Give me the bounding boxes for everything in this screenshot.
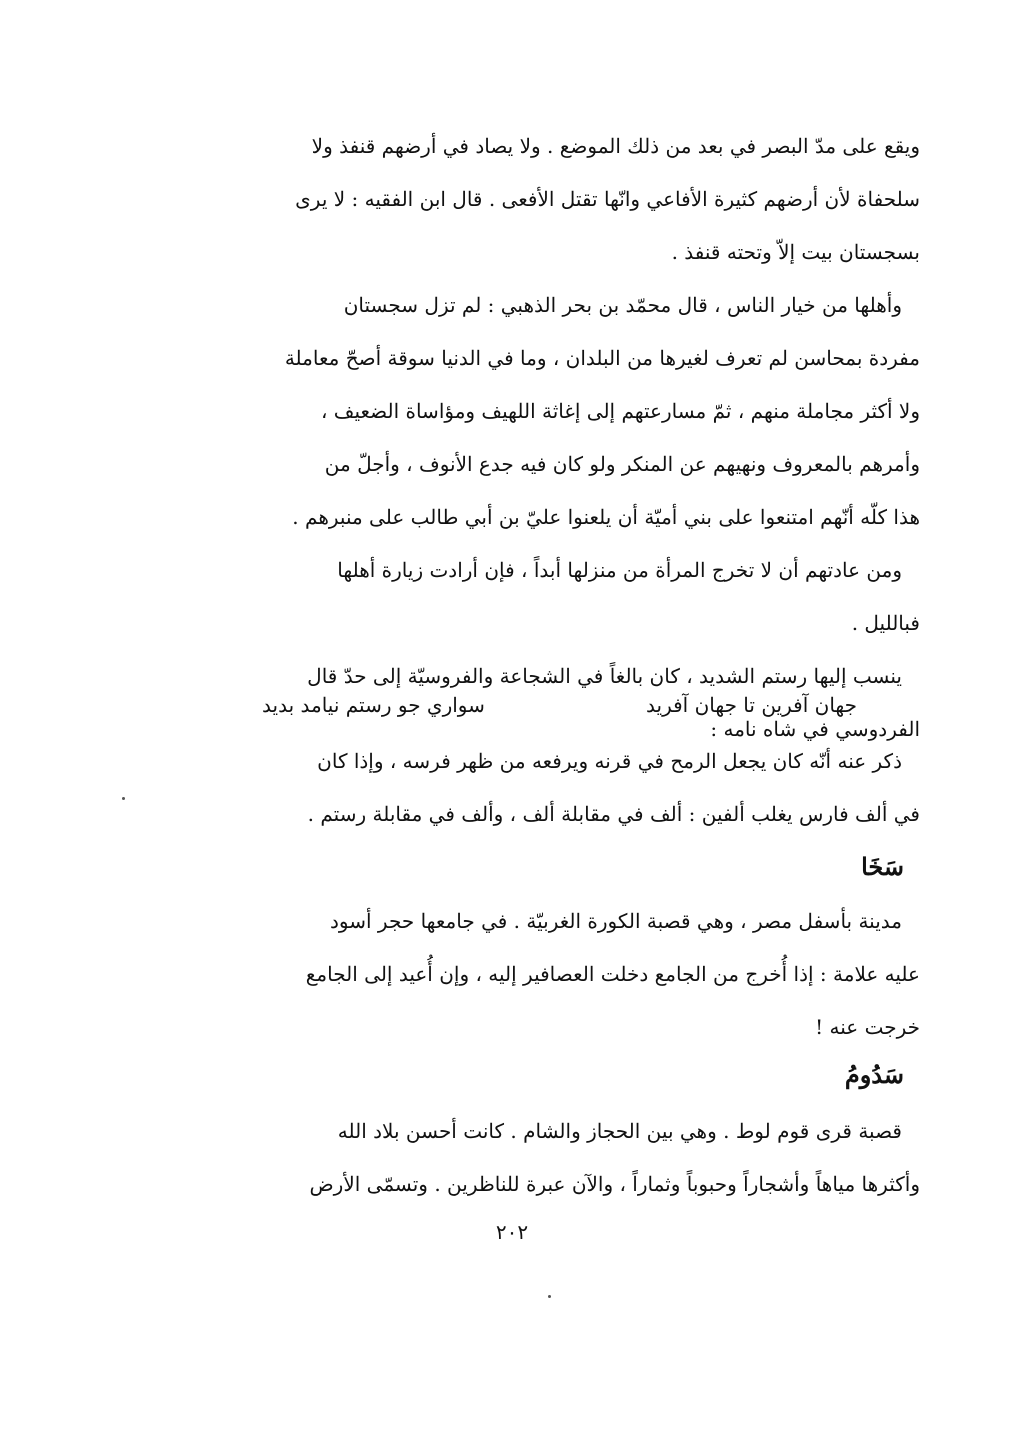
- verse-first-hemistich: جهان آفرين تا جهان آفريد: [646, 693, 857, 717]
- text-line: الفردوسي في شاه نامه :: [710, 717, 920, 741]
- text-line: مفردة بمحاسن لم تعرف لغيرها من البلدان ، وما في الدنيا سوقة أصحّ معاملة: [284, 346, 920, 370]
- entry-heading-sakha: سَخَا: [861, 852, 904, 881]
- text-line: ولا أكثر مجاملة منهم ، ثمّ مسارعتهم إلى إغاثة اللهيف ومؤاساة الضعيف ،: [320, 399, 920, 423]
- text-line: بسجستان بيت إلاّ وتحته قنفذ .: [671, 240, 920, 264]
- entry-heading-sadum: سَدُومُ: [844, 1060, 904, 1089]
- entry-sakha-body: [205, 895, 920, 1054]
- text-line: عليه علامة : إذا أُخرج من الجامع دخلت العصافير إليه ، وإن أُعيد إلى الجامع: [305, 962, 920, 986]
- text-line: هذا كلّه أنّهم امتنعوا على بني أميّة أن يلعنوا عليّ بن أبي طالب على منبرهم .: [292, 505, 920, 529]
- entry-sadum-body: [205, 1105, 920, 1211]
- entry-sijistan-continued: [205, 120, 920, 756]
- text-line: وأمرهم بالمعروف ونهيهم عن المنكر ولو كان فيه جدع الأنوف ، وأجلّ من: [324, 452, 920, 476]
- text-line: ذكر عنه أنّه كان يجعل الرمح في قرنه ويرفعه من ظهر فرسه ، وإذا كان: [317, 749, 902, 773]
- text-line: فبالليل .: [851, 611, 920, 635]
- text-line: ويقع على مدّ البصر في بعد من ذلك الموضع . ولا يصاد في أرضهم قنفذ ولا: [311, 134, 920, 158]
- paragraph: [205, 120, 920, 279]
- paragraph-after-verse: [205, 735, 920, 841]
- poetry-verse: [262, 680, 857, 730]
- text-line: في ألف فارس يغلب ألفين : ألف في مقابلة ألف ، وألف في مقابلة رستم .: [307, 802, 920, 826]
- text-line: ينسب إليها رستم الشديد ، كان بالغاً في الشجاعة والفروسيّة إلى حدّ قال: [307, 664, 902, 688]
- paragraph: [205, 279, 920, 544]
- page-number: ٢٠٢: [495, 1220, 529, 1244]
- text-line: خرجت عنه !: [815, 1015, 920, 1039]
- text-line: ومن عادتهم أن لا تخرج المرأة من منزلها أبداً ، فإن أرادت زيارة أهلها: [337, 558, 902, 582]
- text-line: وأكثرها مياهاً وأشجاراً وحبوباً وثماراً ، والآن عبرة للناظرين . وتسمّى الأرض: [309, 1172, 920, 1196]
- text-line: قصبة قرى قوم لوط . وهي بين الحجاز والشام . كانت أحسن بلاد الله: [337, 1119, 902, 1143]
- verse-second-hemistich: سواري جو رستم نيامد بديد: [262, 693, 485, 717]
- text-line: وأهلها من خيار الناس ، قال محمّد بن بحر الذهبي : لم تزل سجستان: [343, 293, 902, 317]
- text-line: مدينة بأسفل مصر ، وهي قصبة الكورة الغربيّة . في جامعها حجر أسود: [330, 909, 902, 933]
- scan-speck: [548, 1295, 551, 1298]
- paragraph: [205, 544, 920, 650]
- scan-speck: [122, 797, 125, 800]
- text-line: سلحفاة لأن أرضهم كثيرة الأفاعي وانّها تقتل الأفعى . قال ابن الفقيه : لا يرى: [295, 187, 920, 211]
